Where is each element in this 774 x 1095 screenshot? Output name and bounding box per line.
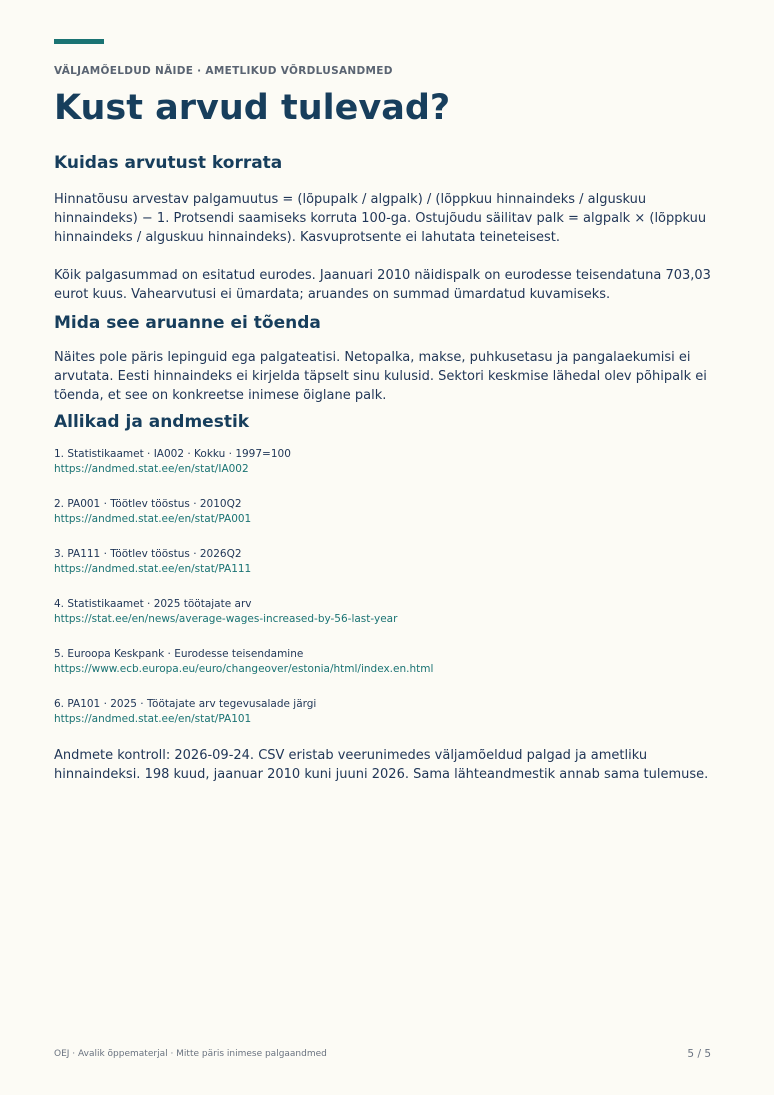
source-title: 4. Statistikaamet · 2025 töötajate arv — [54, 598, 252, 610]
sources-list — [54, 447, 720, 727]
verification-note: Andmete kontroll: 2026-09-24. CSV eristab veerunimedes väljamõeldud palgad ja ametliku hinnaindeksi. 198 kuud, jaanuar 2010 kuni juuni 2026. Sama lähteandmestik annab sama tulemuse. — [54, 748, 709, 782]
eyebrow-label: VÄLJAMÕELDUD NÄIDE · AMETLIKUD VÕRDLUSANDMED — [54, 65, 393, 77]
source-link[interactable]: https://www.ecb.europa.eu/euro/changeover/estonia/html/index.en.html — [54, 663, 434, 675]
section-heading-limits: Mida see aruanne ei tõenda — [54, 313, 321, 333]
limits-paragraph: Näites pole päris lepinguid ega palgateatisi. Netopalka, makse, puhkusetasu ja pangalaekumisi ei arvutata. Eesti hinnaindeks ei kirjelda täpselt sinu kulusid. Sektori keskmise lähedal olev põhipalk ei tõenda, et see on konkreetse inimese õiglane palk. — [54, 350, 707, 403]
source-title: 3. PA111 · Töötlev tööstus · 2026Q2 — [54, 548, 242, 560]
page-title: Kust arvud tulevad? — [54, 88, 451, 128]
source-link[interactable]: https://stat.ee/en/news/average-wages-increased-by-56-last-year — [54, 613, 398, 625]
source-link[interactable]: https://andmed.stat.ee/en/stat/PA101 — [54, 713, 252, 725]
section-heading-method: Kuidas arvutust korrata — [54, 153, 283, 173]
source-item — [54, 547, 720, 577]
main-content — [54, 152, 720, 784]
footer-note: OEJ · Avalik õppematerjal · Mitte päris inimese palgaandmed — [54, 1049, 327, 1059]
source-link[interactable]: https://andmed.stat.ee/en/stat/PA111 — [54, 563, 252, 575]
source-link[interactable]: https://andmed.stat.ee/en/stat/IA002 — [54, 463, 249, 475]
accent-bar — [54, 39, 104, 44]
source-item — [54, 597, 720, 627]
currency-paragraph: Kõik palgasummad on esitatud eurodes. Jaanuari 2010 näidispalk on eurodesse teisendatuna 703,03 eurot kuus. Vahearvutusi ei ümardata; aruandes on summad ümardatud kuvamiseks. — [54, 268, 711, 302]
source-link[interactable]: https://andmed.stat.ee/en/stat/PA001 — [54, 513, 252, 525]
source-title: 2. PA001 · Töötlev tööstus · 2010Q2 — [54, 498, 242, 510]
source-title: 5. Euroopa Keskpank · Eurodesse teisendamine — [54, 648, 304, 660]
source-item — [54, 647, 720, 677]
method-paragraph: Hinnatõusu arvestav palgamuutus = (lõpupalk / algpalk) / (lõppkuu hinnaindeks / alguskuu hinnaindeks) − 1. Protsendi saamiseks korruta 100-ga. Ostujõudu säilitav palk = algpalk × (lõppkuu hinnaindeks / alguskuu hinnaindeks). Kasvuprotsente ei lahutata teineteisest. — [54, 192, 707, 245]
source-title: 1. Statistikaamet · IA002 · Kokku · 1997=100 — [54, 448, 291, 460]
source-item — [54, 497, 720, 527]
page-number: 5 / 5 — [687, 1048, 711, 1060]
section-heading-sources: Allikad ja andmestik — [54, 412, 250, 432]
source-item — [54, 447, 720, 477]
source-title: 6. PA101 · 2025 · Töötajate arv tegevusalade järgi — [54, 698, 317, 710]
source-item — [54, 697, 720, 727]
